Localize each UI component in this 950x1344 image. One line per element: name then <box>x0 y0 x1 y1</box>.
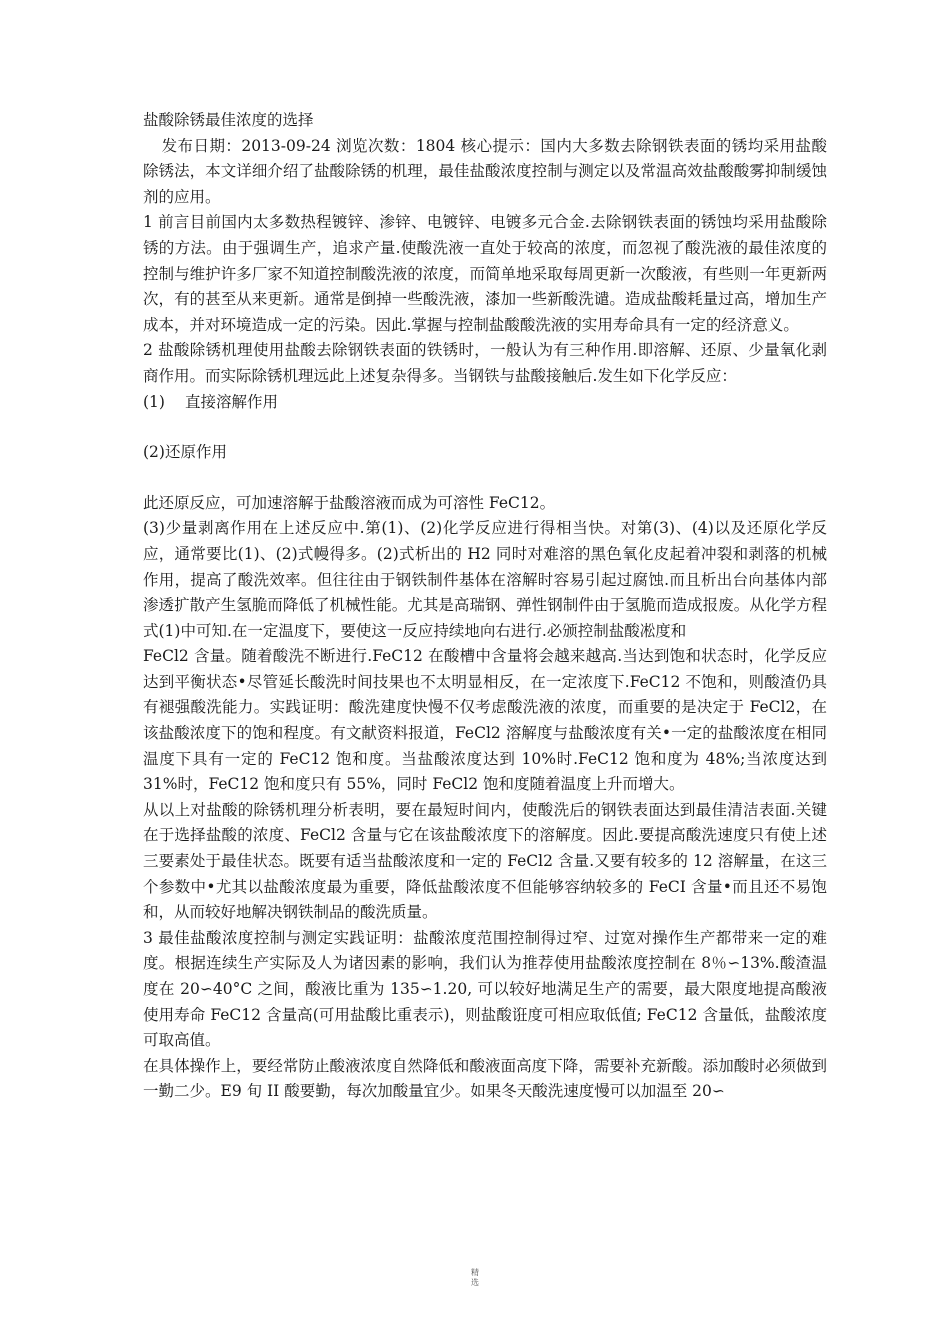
paragraph-operation: 在具体操作上，要经常防止酸液浓度自然降低和酸液面高度下降，需要补充新酸。添加酸时必须做到一勤二少。E9 旬 II 酸要勤，每次加酸量宜少。如果冬天酸洗速度慢可以加温至 20∽ <box>143 1056 827 1101</box>
list-item-dissolution <box>143 390 827 416</box>
footer-mark: 选 <box>471 1278 479 1287</box>
equation-placeholder <box>143 466 827 491</box>
paragraph-reduction-note: 此还原反应，可加速溶解于盐酸溶液而成为可溶性 FeC12。 <box>143 493 556 512</box>
list-item-number: (1) <box>143 392 165 411</box>
document-meta: 发布日期：2013-09-24 浏览次数：1804 核心提示：国内大多数去除钢铁表面的锈均采用盐酸除锈法，本文详细介绍了盐酸除锈的机理，最佳盐酸浓度控制与测定以及常温高效盐酸酸雾抑制缓蚀剂的应用。 <box>143 136 827 206</box>
paragraph-fecl2: FeCl2 含量。随着酸洗不断进行.FeC12 在酸槽中含量将会越来越高.当达到饱和状态时，化学反应达到平衡状态•尽管延长酸洗时间技果也不太明显相反，在一定浓度下.FeC12 不饱和，则酸渣仍具有褪强酸洗能力。实践证明：酸洗建度快慢不仅考虑酸洗液的浓度，而重要的是决定于 FeCl2，在该盐酸浓度下的饱和程度。有文献资料报道，FeCl2 溶解度与盐酸浓度有关•一定的盐酸浓度在相同温度下具有一定的 FeC12 饱和度。当盐酸浓度达到 10%时.FeC12 饱和度为 48%;当浓度达到 31%时，FeC12 饱和度只有 55%，同时 FeCl2 饱和度随着温度上升而增大。 <box>143 647 827 794</box>
equation-placeholder <box>143 415 827 440</box>
paragraph-introduction: 1 前言目前国内太多数热程镀锌、渗锌、电镀锌、电镀多元合金.去除钢铁表面的锈蚀均采用盐酸除锈的方法。由于强调生产，追求产量.使酸洗液一直处于较高的浓度，而忽视了酸洗液的最佳浓度的控制与维护许多厂家不知道控制酸洗液的浓度，而简单地采取每周更新一次酸液，有些则一年更新两次，有的甚至从来更新。通常是倒掉一些酸洗液，漆加一些新酸洗谴。造成盐酸耗量过高，增加生产成本，并对环境造成一定的污染。因此.掌握与控制盐酸酸洗液的实用寿命具有一定的经济意义。 <box>143 213 827 334</box>
paragraph-mechanism: 2 盐酸除锈机理使用盐酸去除钢铁表面的铁锈时，一般认为有三种作用.即溶解、还原、少量氧化剥商作用。而实际除锈机理远此上述复杂得多。当钢铁与盐酸接触后.发生如下化学反应： <box>143 341 827 385</box>
document-title: 盐酸除锈最佳浓度的选择 <box>143 111 314 129</box>
page-footer <box>0 1268 950 1288</box>
paragraph-concentration-control: 3 最佳盐酸浓度控制与测定实践证明：盐酸浓度范围控制得过窄、过宽对操作生产都带来一定的难度。根据连续生产实际及人为诸因素的影响，我们认为推荐使用盐酸浓度控制在 8％∽13%.酸渣温度在 20∽40°C 之间，酸液比重为 135∽1.20, 可以较好地满足生产的需要，最大限度地提高酸液使用寿命 FeC12 含量高(可用盐酸比重表示)，则盐酸诳度可相应取低值; FeC12 含量低，盐酸浓度可取高值。 <box>143 928 827 1050</box>
document-body <box>143 108 827 1105</box>
paragraph-stripping: (3)少量剥离作用在上述反应中.第(1)、(2)化学反应进行得相当快。对第(3)、(4)以及还原化学反应，通常要比(1)、(2)式幔得多。(2)式析出的 H2 同时对难溶的黑色氧化皮起着冲裂和剥落的机械作用，提高了酸洗效率。但往往由于钢铁制件基体在溶解时容易引起过腐蚀.而且析出台向基体内部渗透扩散产生氢脆而降低了机械性能。尤其是高瑞钢、弹性钢制件由于氢脆而造成报废。从化学方程式(1)中可知.在一定温度下，要使这一反应持续地向右进行.必颁控制盐酸凇度和 <box>143 519 827 640</box>
list-item-reduction: (2)还原作用 <box>143 443 227 462</box>
list-item-text: 直接溶解作用 <box>185 392 279 411</box>
footer-mark: 精 <box>471 1268 479 1277</box>
paragraph-analysis: 从以上对盐酸的除锈机理分析表明，要在最短时间内，使酸洗后的钢铁表面达到最佳清洁表面.关键在于选择盐酸的浓度、FeCl2 含量与它在该盐酸浓度下的溶解度。因此.要提高酸洗速度只有使上述三要素处于最佳状态。既要有适当盐酸浓度和一定的 FeCl2 含量.又要有较多的 12 溶解量，在这三个参数中•尤其以盐酸浓度最为重要，降低盐酸浓度不但能够容纳较多的 FeCI 含量•而且还不易饱和，从而较好地解决钢铁制品的酸洗质量。 <box>143 800 827 922</box>
